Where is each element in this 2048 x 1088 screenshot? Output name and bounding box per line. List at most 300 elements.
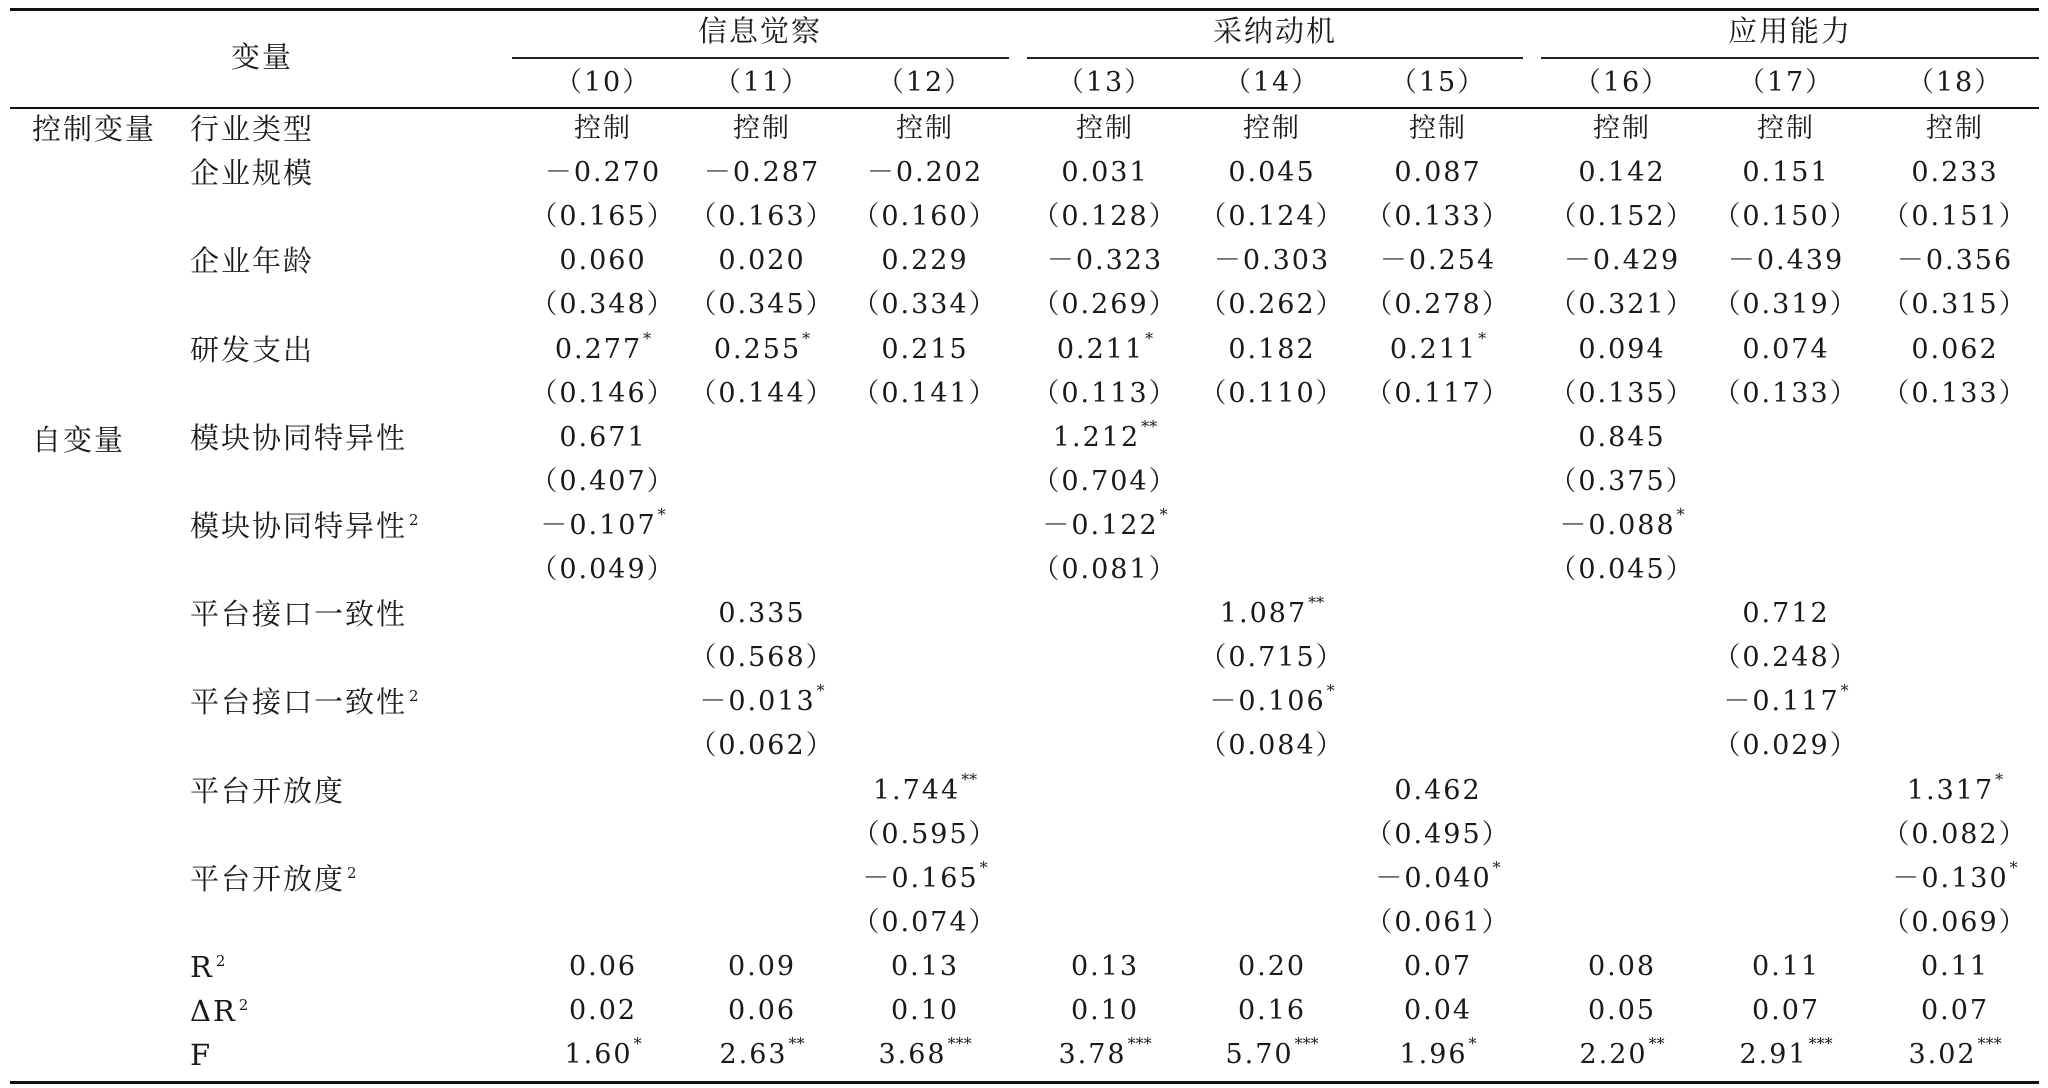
row-label [190, 862, 359, 896]
cell-value: －0.107 [540, 510, 657, 541]
cell-value: （0.315） [1882, 289, 2028, 320]
cell-value: 0.060 [559, 245, 647, 276]
cell-value: 0.215 [881, 334, 969, 365]
table-cell [733, 112, 791, 146]
significance-stars: * [1492, 858, 1501, 877]
table-cell [1061, 156, 1148, 190]
significance-stars: * [802, 329, 811, 348]
significance-stars: ** [1308, 593, 1325, 612]
cell-value: 控制 [1076, 113, 1134, 144]
table-cell [1365, 288, 1510, 322]
cell-value: （0.165） [530, 201, 676, 232]
cell-value: （0.133） [1365, 201, 1511, 232]
table-cell [1752, 994, 1820, 1028]
cell-value: （0.375） [1549, 466, 1695, 497]
table-cell [530, 288, 675, 322]
row-label [190, 1038, 212, 1072]
table-cell [896, 112, 954, 146]
row-label-text: R [190, 950, 214, 984]
table-cell [564, 1034, 642, 1072]
table-cell [867, 156, 983, 190]
table-cell [1549, 288, 1694, 322]
table-cell [1394, 156, 1481, 190]
group-header-awareness: 信息觉察 [697, 14, 823, 48]
model-header: （13） [1056, 67, 1154, 98]
cell-value: （0.133） [1882, 378, 2028, 409]
table-cell [1243, 112, 1301, 146]
cell-value: （0.321） [1549, 289, 1695, 320]
cell-value: （0.081） [1032, 554, 1178, 585]
superscript-squared: 2 [238, 996, 251, 1015]
cell-value: 控制 [896, 113, 954, 144]
cell-value: 2.91 [1739, 1039, 1808, 1070]
table-cell [1713, 729, 1858, 763]
row-label [190, 509, 421, 543]
cell-value: （0.262） [1199, 289, 1345, 320]
table-cell [1588, 950, 1656, 984]
cell-value: 0.13 [1070, 951, 1140, 982]
table-cell [1056, 329, 1154, 367]
table-cell [1199, 729, 1344, 763]
cell-value: 0.151 [1742, 157, 1830, 188]
cell-value: （0.084） [1199, 730, 1345, 761]
cell-value: 0.845 [1578, 422, 1666, 453]
row-label-text: 企业规模 [190, 156, 315, 190]
table-cell [1713, 200, 1858, 234]
cell-value: （0.061） [1365, 907, 1511, 938]
table-cell [704, 156, 820, 190]
model-header: （17） [1737, 67, 1835, 98]
cell-value: （0.082） [1882, 819, 2028, 850]
cell-value: （0.163） [689, 201, 835, 232]
cell-value: －0.323 [1046, 245, 1164, 276]
model-header: （18） [1906, 67, 2004, 98]
table-cell [1908, 1034, 2002, 1072]
superscript-squared: 2 [215, 952, 228, 971]
table-cell [1742, 156, 1829, 190]
cell-value: 0.182 [1228, 334, 1316, 365]
table-cell [1225, 1034, 1319, 1072]
cell-value: 1.744 [872, 775, 961, 806]
cell-value: 0.08 [1587, 951, 1657, 982]
table-cell [1404, 950, 1472, 984]
row-label [190, 774, 345, 808]
cell-value: （0.595） [852, 819, 998, 850]
table-cell [554, 329, 652, 367]
table-cell [1578, 156, 1665, 190]
significance-stars: * [2009, 858, 2018, 877]
significance-stars: *** [947, 1034, 972, 1053]
group-underline-2 [1027, 57, 1523, 59]
significance-stars: ** [1648, 1034, 1665, 1053]
group-header-motivation: 采纳动机 [1212, 14, 1338, 48]
table-cell [1882, 200, 2027, 234]
table-cell [1032, 465, 1177, 499]
table-cell [1579, 1034, 1665, 1072]
group-underline-1 [512, 57, 1009, 59]
table-cell [718, 244, 805, 278]
significance-stars: * [979, 858, 988, 877]
significance-stars: * [1145, 329, 1154, 348]
cell-value: 0.13 [890, 951, 960, 982]
cell-value: 0.142 [1578, 157, 1666, 188]
table-cell [1897, 244, 2013, 278]
cell-value: －0.165 [862, 863, 979, 894]
table-cell [1032, 200, 1177, 234]
table-cell [1906, 770, 2004, 808]
table-cell [1559, 505, 1685, 543]
table-cell [540, 505, 666, 543]
cell-value: －0.117 [1723, 686, 1840, 717]
table-cell [1549, 465, 1694, 499]
significance-stars: ** [788, 1034, 805, 1053]
group-header-capability: 应用能力 [1727, 14, 1853, 48]
table-cell [1739, 1034, 1833, 1072]
table-cell [713, 329, 811, 367]
cell-value: 0.094 [1578, 334, 1666, 365]
cell-value: 0.07 [1403, 951, 1473, 982]
table-cell [1713, 377, 1858, 411]
cell-value: （0.117） [1365, 378, 1511, 409]
table-cell [530, 377, 675, 411]
significance-stars: * [1676, 505, 1685, 524]
significance-stars: * [816, 681, 825, 700]
cell-value: 0.229 [881, 245, 969, 276]
cell-value: －0.122 [1042, 510, 1159, 541]
significance-stars: * [643, 329, 652, 348]
cell-value: （0.074） [852, 907, 998, 938]
table-cell [891, 950, 959, 984]
table-cell [852, 818, 997, 852]
cell-value: （0.407） [530, 466, 676, 497]
cell-value: （0.150） [1713, 201, 1859, 232]
cell-value: 0.06 [727, 995, 797, 1026]
section-label-independent: 自变量 [32, 423, 126, 457]
table-cell [1380, 244, 1496, 278]
cell-value: 0.020 [718, 245, 806, 276]
cell-value: （0.345） [689, 289, 835, 320]
table-cell [1047, 244, 1163, 278]
cell-value: （0.128） [1032, 201, 1178, 232]
row-label [190, 950, 227, 984]
cell-value: 控制 [733, 113, 791, 144]
table-cell [1199, 200, 1344, 234]
cell-value: 0.10 [1070, 995, 1140, 1026]
cell-value: －0.130 [1892, 863, 2009, 894]
table-cell [1911, 156, 1998, 190]
table-cell [728, 950, 796, 984]
significance-stars: ** [961, 770, 978, 789]
row-label-text: 平台开放度 [190, 774, 346, 808]
row-label [190, 333, 314, 367]
table-cell [852, 288, 997, 322]
table-cell [1365, 818, 1510, 852]
cell-value: －0.040 [1375, 863, 1492, 894]
cell-value: 0.11 [1920, 951, 1990, 982]
cell-value: 0.07 [1751, 995, 1821, 1026]
row-label [190, 421, 407, 455]
cell-value: 0.087 [1394, 157, 1482, 188]
cell-value: 1.317 [1906, 775, 1995, 806]
cell-value: －0.202 [866, 157, 984, 188]
table-cell [1214, 244, 1330, 278]
cell-value: 控制 [1757, 113, 1815, 144]
table-cell [1921, 994, 1989, 1028]
cell-value: （0.144） [689, 378, 835, 409]
cell-value: （0.029） [1713, 730, 1859, 761]
cell-value: 3.02 [1908, 1039, 1977, 1070]
table-cell [559, 421, 646, 455]
table-cell [878, 1034, 972, 1072]
table-cell [1199, 377, 1344, 411]
row-label [190, 994, 250, 1028]
cell-value: 1.087 [1219, 598, 1308, 629]
significance-stars: * [1478, 329, 1487, 348]
table-cell [1209, 681, 1335, 719]
table-cell [559, 244, 646, 278]
table-cell [1032, 377, 1177, 411]
table-cell [1713, 641, 1858, 675]
table-cell [1032, 553, 1177, 587]
significance-stars: * [1840, 681, 1849, 700]
row-label-text: 平台接口一致性 [190, 597, 408, 631]
table-cell [1219, 593, 1325, 631]
table-cell [1892, 858, 2018, 896]
table-cell [1882, 818, 2027, 852]
row-label-text: 平台接口一致性 [190, 685, 408, 719]
cell-value: （0.110） [1199, 378, 1345, 409]
significance-stars: ** [1141, 417, 1158, 436]
significance-stars: * [1159, 505, 1168, 524]
model-header: （10） [554, 67, 652, 98]
table-cell [1549, 377, 1694, 411]
cell-value: 3.68 [878, 1039, 947, 1070]
row-label-text: 平台开放度 [190, 862, 346, 896]
table-cell [1071, 950, 1139, 984]
table-cell [881, 333, 968, 367]
cell-value: （0.160） [852, 201, 998, 232]
table-cell [1882, 288, 2027, 322]
cell-value: 0.233 [1911, 157, 1999, 188]
cell-value: 0.11 [1751, 951, 1821, 982]
cell-value: 0.062 [1911, 334, 1999, 365]
cell-value: 0.07 [1920, 995, 1990, 1026]
cell-value: （0.348） [530, 289, 676, 320]
cell-value: －0.356 [1896, 245, 2014, 276]
table-cell [699, 681, 825, 719]
header-rule [10, 107, 2039, 109]
cell-value: 0.045 [1228, 157, 1316, 188]
row-label-text: 研发支出 [190, 333, 315, 367]
cell-value: （0.049） [530, 554, 676, 585]
cell-value: －0.013 [699, 686, 816, 717]
table-cell [881, 244, 968, 278]
cell-value: 控制 [1243, 113, 1301, 144]
cell-value: 0.10 [890, 995, 960, 1026]
cell-value: 控制 [1593, 113, 1651, 144]
significance-stars: * [657, 505, 666, 524]
cell-value: （0.141） [852, 378, 998, 409]
cell-value: （0.715） [1199, 642, 1345, 673]
table-cell [719, 1034, 805, 1072]
table-cell [1365, 377, 1510, 411]
table-cell [1728, 244, 1844, 278]
significance-stars: * [633, 1034, 642, 1053]
row-label-text: F [190, 1038, 213, 1072]
table-cell [872, 770, 978, 808]
row-label-text: 行业类型 [190, 112, 315, 146]
row-label-text: 模块协同特异性 [190, 509, 408, 543]
superscript-squared: 2 [347, 864, 359, 883]
cell-value: 0.09 [727, 951, 797, 982]
table-cell [718, 597, 805, 631]
table-cell [689, 288, 834, 322]
cell-value: 0.02 [568, 995, 638, 1026]
cell-value: 0.712 [1742, 598, 1830, 629]
group-underline-3 [1541, 57, 2039, 59]
table-cell [1032, 288, 1177, 322]
table-cell [574, 112, 632, 146]
table-cell [1926, 112, 1984, 146]
cell-value: （0.248） [1713, 642, 1859, 673]
table-cell [1071, 994, 1139, 1028]
table-cell [1549, 553, 1694, 587]
significance-stars: *** [1808, 1034, 1833, 1053]
cell-value: 0.06 [568, 951, 638, 982]
cell-value: （0.135） [1549, 378, 1695, 409]
table-cell [1365, 200, 1510, 234]
cell-value: －0.088 [1559, 510, 1676, 541]
cell-value: －0.303 [1213, 245, 1331, 276]
cell-value: 0.335 [718, 598, 806, 629]
cell-value: 3.78 [1058, 1039, 1127, 1070]
table-cell [1076, 112, 1134, 146]
row-label-text: ΔR [190, 994, 237, 1028]
cell-value: 1.212 [1052, 422, 1141, 453]
cell-value: －0.254 [1379, 245, 1497, 276]
table-cell [1549, 200, 1694, 234]
table-cell [1375, 858, 1501, 896]
cell-value: （0.334） [852, 289, 998, 320]
table-cell [530, 553, 675, 587]
cell-value: 2.20 [1579, 1039, 1648, 1070]
table-cell [1911, 333, 1998, 367]
table-cell [1588, 994, 1656, 1028]
table-cell [1238, 950, 1306, 984]
table-cell [1921, 950, 1989, 984]
cell-value: －0.429 [1563, 245, 1681, 276]
cell-value: 0.211 [1056, 334, 1145, 365]
table-cell [569, 950, 637, 984]
table-cell [1365, 906, 1510, 940]
table-cell [1578, 333, 1665, 367]
model-header: （14） [1223, 67, 1321, 98]
table-cell [862, 858, 988, 896]
cell-value: －0.106 [1209, 686, 1326, 717]
cell-value: 0.277 [554, 334, 643, 365]
table-cell [1394, 774, 1481, 808]
cell-value: （0.146） [530, 378, 676, 409]
table-cell [1199, 641, 1344, 675]
table-cell [1757, 112, 1815, 146]
cell-value: 0.211 [1389, 334, 1478, 365]
cell-value: 0.04 [1403, 995, 1473, 1026]
table-cell [1404, 994, 1472, 1028]
cell-value: －0.270 [544, 157, 662, 188]
cell-value: （0.113） [1032, 378, 1178, 409]
cell-value: 1.96 [1399, 1039, 1468, 1070]
table-cell [852, 200, 997, 234]
table-cell [1399, 1034, 1477, 1072]
cell-value: （0.278） [1365, 289, 1511, 320]
row-label [190, 156, 314, 190]
superscript-squared: 2 [409, 687, 421, 706]
top-rule [10, 8, 2039, 11]
cell-value: （0.062） [689, 730, 835, 761]
significance-stars: * [1326, 681, 1335, 700]
table-cell [1742, 597, 1829, 631]
table-cell [530, 465, 675, 499]
cell-value: （0.704） [1032, 466, 1178, 497]
table-cell [728, 994, 796, 1028]
bottom-rule [10, 1081, 2039, 1084]
table-cell [1042, 505, 1168, 543]
table-cell [1742, 333, 1829, 367]
table-cell [1052, 417, 1158, 455]
significance-stars: * [1468, 1034, 1477, 1053]
significance-stars: * [1995, 770, 2004, 789]
significance-stars: *** [1294, 1034, 1319, 1053]
model-header: （12） [876, 67, 974, 98]
table-cell [1752, 950, 1820, 984]
cell-value: 5.70 [1225, 1039, 1294, 1070]
cell-value: （0.269） [1032, 289, 1178, 320]
table-cell [569, 994, 637, 1028]
cell-value: （0.495） [1365, 819, 1511, 850]
cell-value: 0.05 [1587, 995, 1657, 1026]
table-cell [1058, 1034, 1152, 1072]
cell-value: 0.20 [1237, 951, 1307, 982]
cell-value: （0.151） [1882, 201, 2028, 232]
cell-value: （0.133） [1713, 378, 1859, 409]
cell-value: 1.60 [564, 1039, 633, 1070]
cell-value: 控制 [1926, 113, 1984, 144]
row-label [190, 244, 314, 278]
table-cell [689, 377, 834, 411]
row-label [190, 112, 314, 146]
table-cell [852, 377, 997, 411]
table-cell [1409, 112, 1467, 146]
cell-value: （0.568） [689, 642, 835, 673]
superscript-squared: 2 [409, 511, 421, 530]
cell-value: 0.074 [1742, 334, 1830, 365]
cell-value: 0.462 [1394, 775, 1482, 806]
variable-header: 变量 [230, 40, 294, 74]
cell-value: （0.152） [1549, 201, 1695, 232]
table-cell [530, 200, 675, 234]
cell-value: （0.045） [1549, 554, 1695, 585]
table-cell [1228, 333, 1315, 367]
cell-value: －0.439 [1727, 245, 1845, 276]
model-header: （15） [1389, 67, 1487, 98]
table-cell [891, 994, 959, 1028]
table-cell [1228, 156, 1315, 190]
table-cell [1238, 994, 1306, 1028]
significance-stars: *** [1127, 1034, 1152, 1053]
table-cell [1199, 288, 1344, 322]
table-cell [1578, 421, 1665, 455]
row-label-text: 模块协同特异性 [190, 421, 408, 455]
